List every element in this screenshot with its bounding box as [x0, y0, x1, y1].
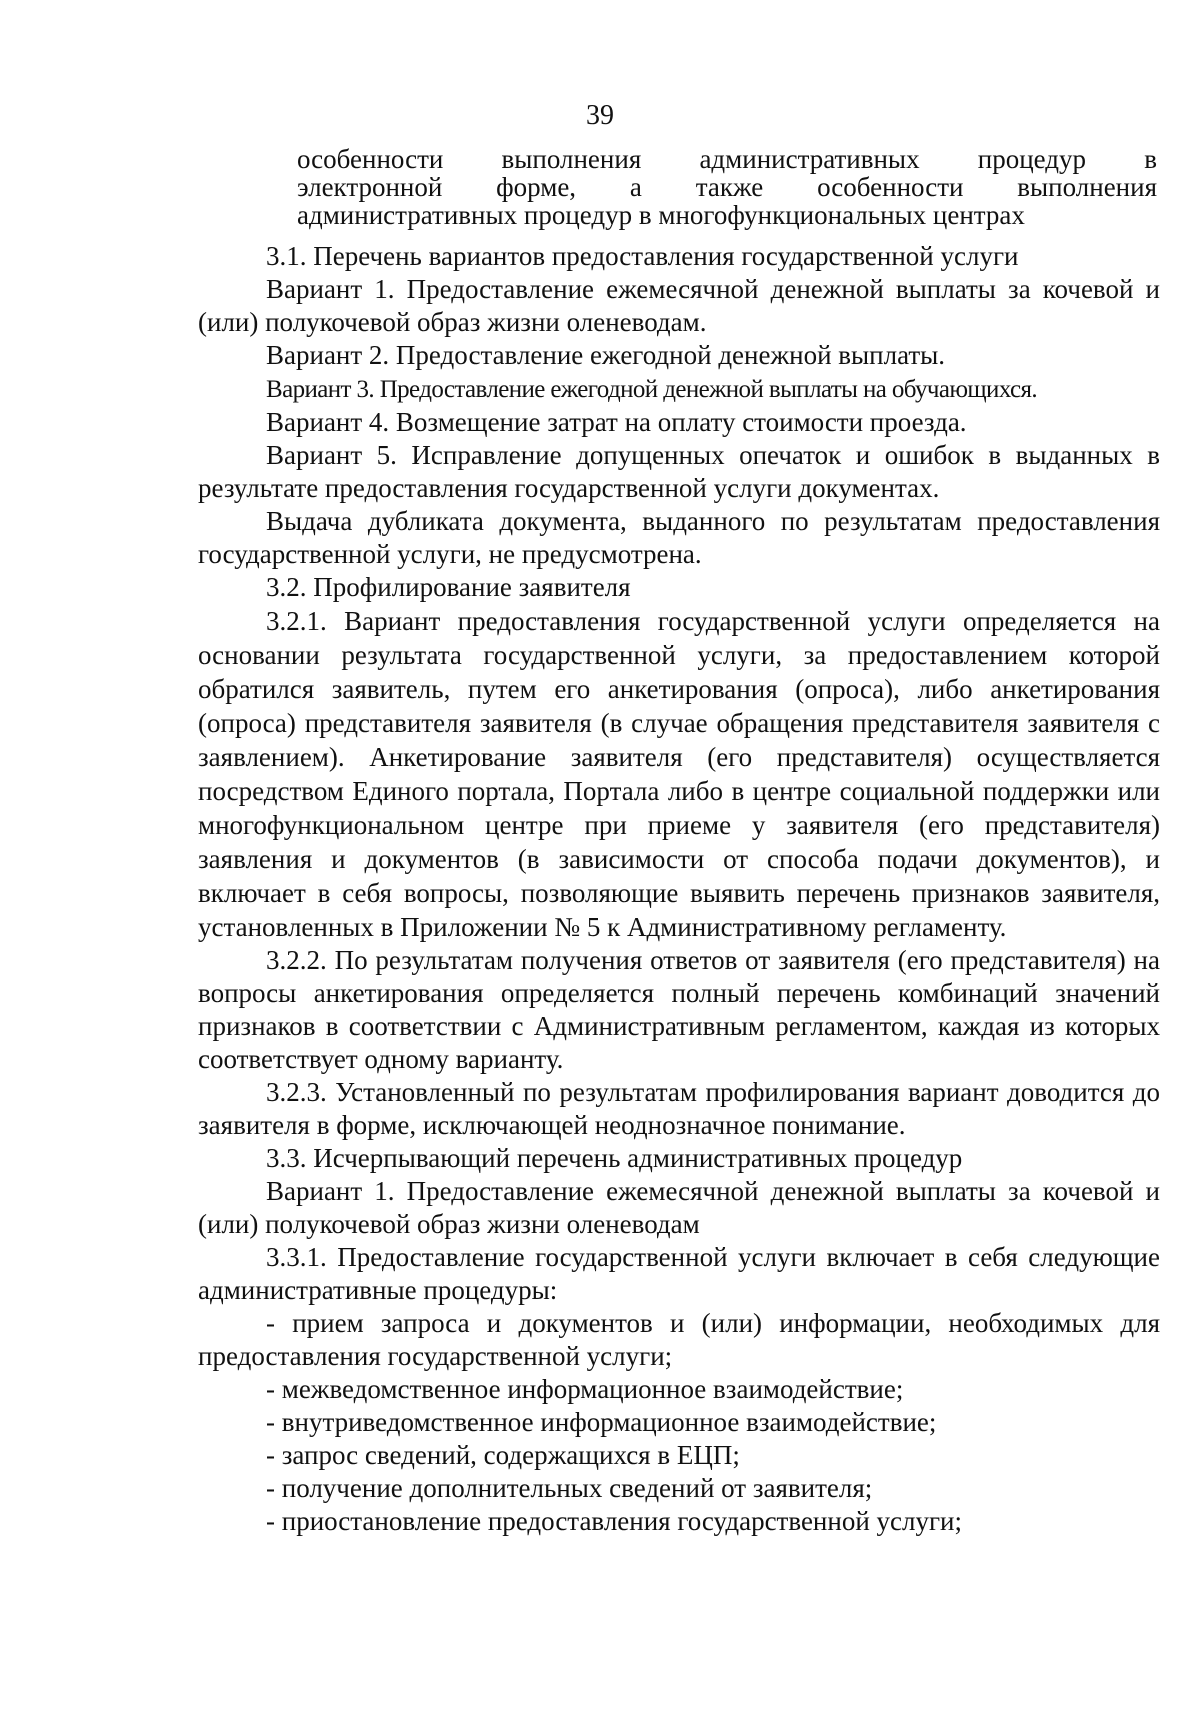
list-item-intraagency: - внутриведомственное информационное взаимодействие;	[266, 1407, 937, 1437]
paragraph-variant-1: Вариант 1. Предоставление ежемесячной денежной выплаты за кочевой и (или) полукочевой образ жизни оленеводам.	[198, 274, 1160, 337]
list-item-request: - прием запроса и документов и (или) информации, необходимых для предоставления государственной услуги;	[198, 1308, 1160, 1371]
paragraph-variant-5: Вариант 5. Исправление допущенных опечаток и ошибок в выданных в результате предоставления государственной услуги документах.	[198, 440, 1160, 503]
heading-line-2: электронной форме, а также особенности выполнения	[297, 172, 1157, 202]
paragraph-3-3-variant-1: Вариант 1. Предоставление ежемесячной денежной выплаты за кочевой и (или) полукочевой образ жизни оленеводам	[198, 1176, 1160, 1239]
heading-line-3: административных процедур в многофункциональных центрах	[297, 200, 1025, 230]
list-item-suspension: - приостановление предоставления государственной услуги;	[266, 1506, 963, 1536]
list-item-additional-info: - получение дополнительных сведений от заявителя;	[266, 1473, 873, 1503]
paragraph-variant-4: Вариант 4. Возмещение затрат на оплату стоимости проезда.	[266, 407, 967, 437]
paragraph-3-3-1: 3.3.1. Предоставление государственной услуги включает в себя следующие административные процедуры:	[198, 1242, 1160, 1305]
paragraph-3-2-1: 3.2.1. Вариант предоставления государственной услуги определяется на основании результата государственной услуги, за предоставлением которой обратился заявитель, путем его анкетирования (опроса), либо анкетирования (опроса) представителя заявителя (в случае обращения представителя заявителя с заявлением). Анкетирование заявителя (его представителя) осуществляется посредством Единого портала, Портала либо в центре социальной поддержки или многофункциональном центре при приеме у заявителя (его представителя) заявления и документов (в зависимости от способа подачи документов), и включает в себя вопросы, позволяющие выявить перечень признаков заявителя, установленных в Приложении № 5 к Административному регламенту.	[198, 606, 1160, 942]
section-heading	[297, 145, 1157, 229]
heading-line-1: особенности выполнения административных процедур в	[297, 144, 1157, 174]
page-number: 39	[586, 100, 614, 131]
paragraph-3-2: 3.2. Профилирование заявителя	[266, 572, 631, 602]
paragraph-3-1: 3.1. Перечень вариантов предоставления государственной услуги	[266, 241, 1019, 271]
list-item-interagency: - межведомственное информационное взаимодействие;	[266, 1374, 904, 1404]
paragraph-3-2-3: 3.2.3. Установленный по результатам профилирования вариант доводится до заявителя в форме, исключающей неоднозначное понимание.	[198, 1077, 1160, 1140]
document-body	[198, 240, 1160, 1538]
paragraph-3-2-2: 3.2.2. По результатам получения ответов от заявителя (его представителя) на вопросы анкетирования определяется полный перечень комбинаций значений признаков в соответствии с Административным регламентом, каждая из которых соответствует одному варианту.	[198, 945, 1160, 1074]
paragraph-3-3: 3.3. Исчерпывающий перечень административных процедур	[266, 1143, 963, 1173]
paragraph-variant-2: Вариант 2. Предоставление ежегодной денежной выплаты.	[266, 340, 946, 370]
paragraph-variant-3	[198, 372, 1160, 406]
list-item-ecp-request: - запрос сведений, содержащихся в ЕЦП;	[266, 1440, 740, 1470]
variant-3-text: Вариант 3. Предоставление ежегодной денежной выплаты на обучающихся.	[266, 376, 1038, 403]
paragraph-duplicate: Выдача дубликата документа, выданного по результатам предоставления государственной услуги, не предусмотрена.	[198, 506, 1160, 569]
